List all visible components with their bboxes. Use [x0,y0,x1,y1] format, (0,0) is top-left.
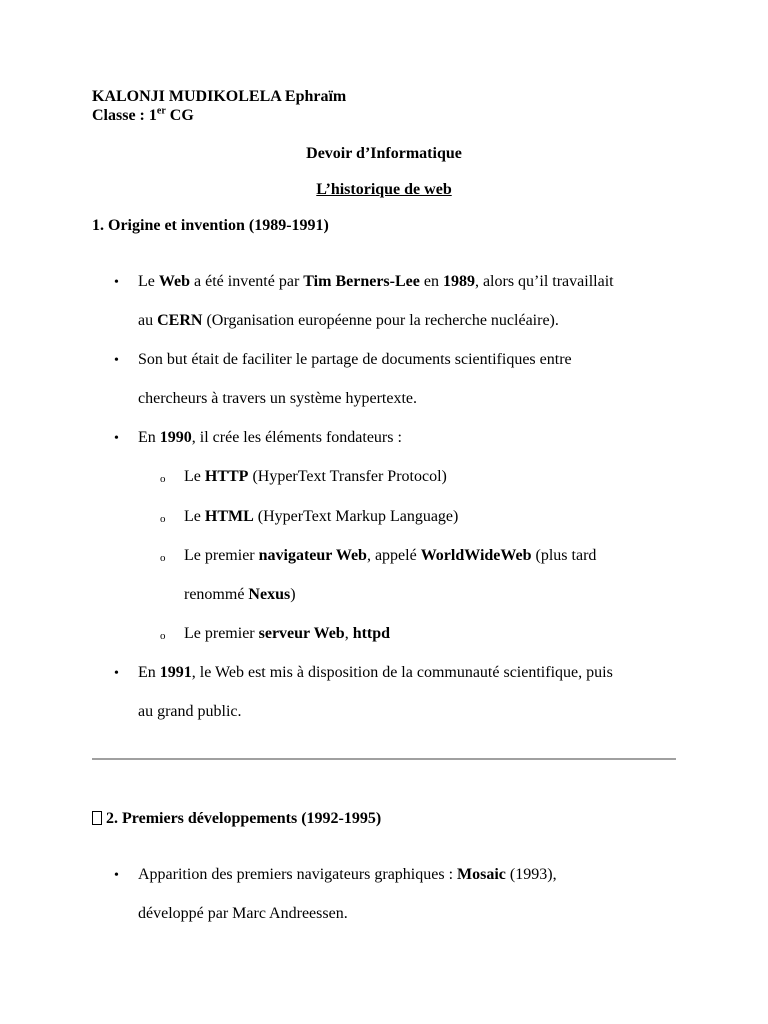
sub-item-browser: Le premier navigateur Web, appelé WorldWideWeb (plus tard [184,547,597,564]
document-title: Devoir d’Informatique [306,145,462,162]
list-item-1991: En 1991, le Web est mis à disposition de la communauté scientifique, puis [138,664,613,681]
list-item-web-invention-cont: au CERN (Organisation européenne pour la recherche nucléaire). [138,312,559,329]
list-item-1991-cont: au grand public. [138,703,242,720]
document-subtitle: L’historique de web [316,181,452,198]
list-item-purpose-cont: chercheurs à travers un système hypertexte. [138,390,417,407]
list-item-purpose: Son but était de faciliter le partage de documents scientifiques entre [138,351,572,368]
bullet-marker: • [114,666,119,681]
bullet-marker: • [114,275,119,290]
list-item-web-invention: Le Web a été inventé par Tim Berners-Lee en 1989, alors qu’il travaillait [138,273,614,290]
sub-item-html: Le HTML (HyperText Markup Language) [184,508,459,525]
sub-bullet-marker: o [160,513,166,525]
class-line: Classe : 1er CG [92,105,194,124]
sub-item-http: Le HTTP (HyperText Transfer Protocol) [184,468,447,485]
sub-item-server: Le premier serveur Web, httpd [184,625,391,642]
missing-glyph-icon [92,811,102,825]
list-item-1990: En 1990, il crée les éléments fondateurs : [138,429,402,446]
list-item-mosaic-cont: développé par Marc Andreessen. [138,905,348,922]
sub-bullet-marker: o [160,552,166,564]
bullet-marker: • [114,353,119,368]
student-name: KALONJI MUDIKOLELA Ephraïm [92,88,347,105]
list-item-mosaic: Apparition des premiers navigateurs graphiques : Mosaic (1993), [138,866,557,883]
sub-bullet-marker: o [160,473,166,485]
sub-item-browser-cont: renommé Nexus) [184,586,296,603]
bullet-marker: • [114,868,119,883]
horizontal-divider [92,758,676,760]
section-2-heading: 2. Premiers développements (1992-1995) [92,809,381,829]
section-1-heading: 1. Origine et invention (1989-1991) [92,217,329,234]
bullet-marker: • [114,431,119,446]
sub-bullet-marker: o [160,630,166,642]
